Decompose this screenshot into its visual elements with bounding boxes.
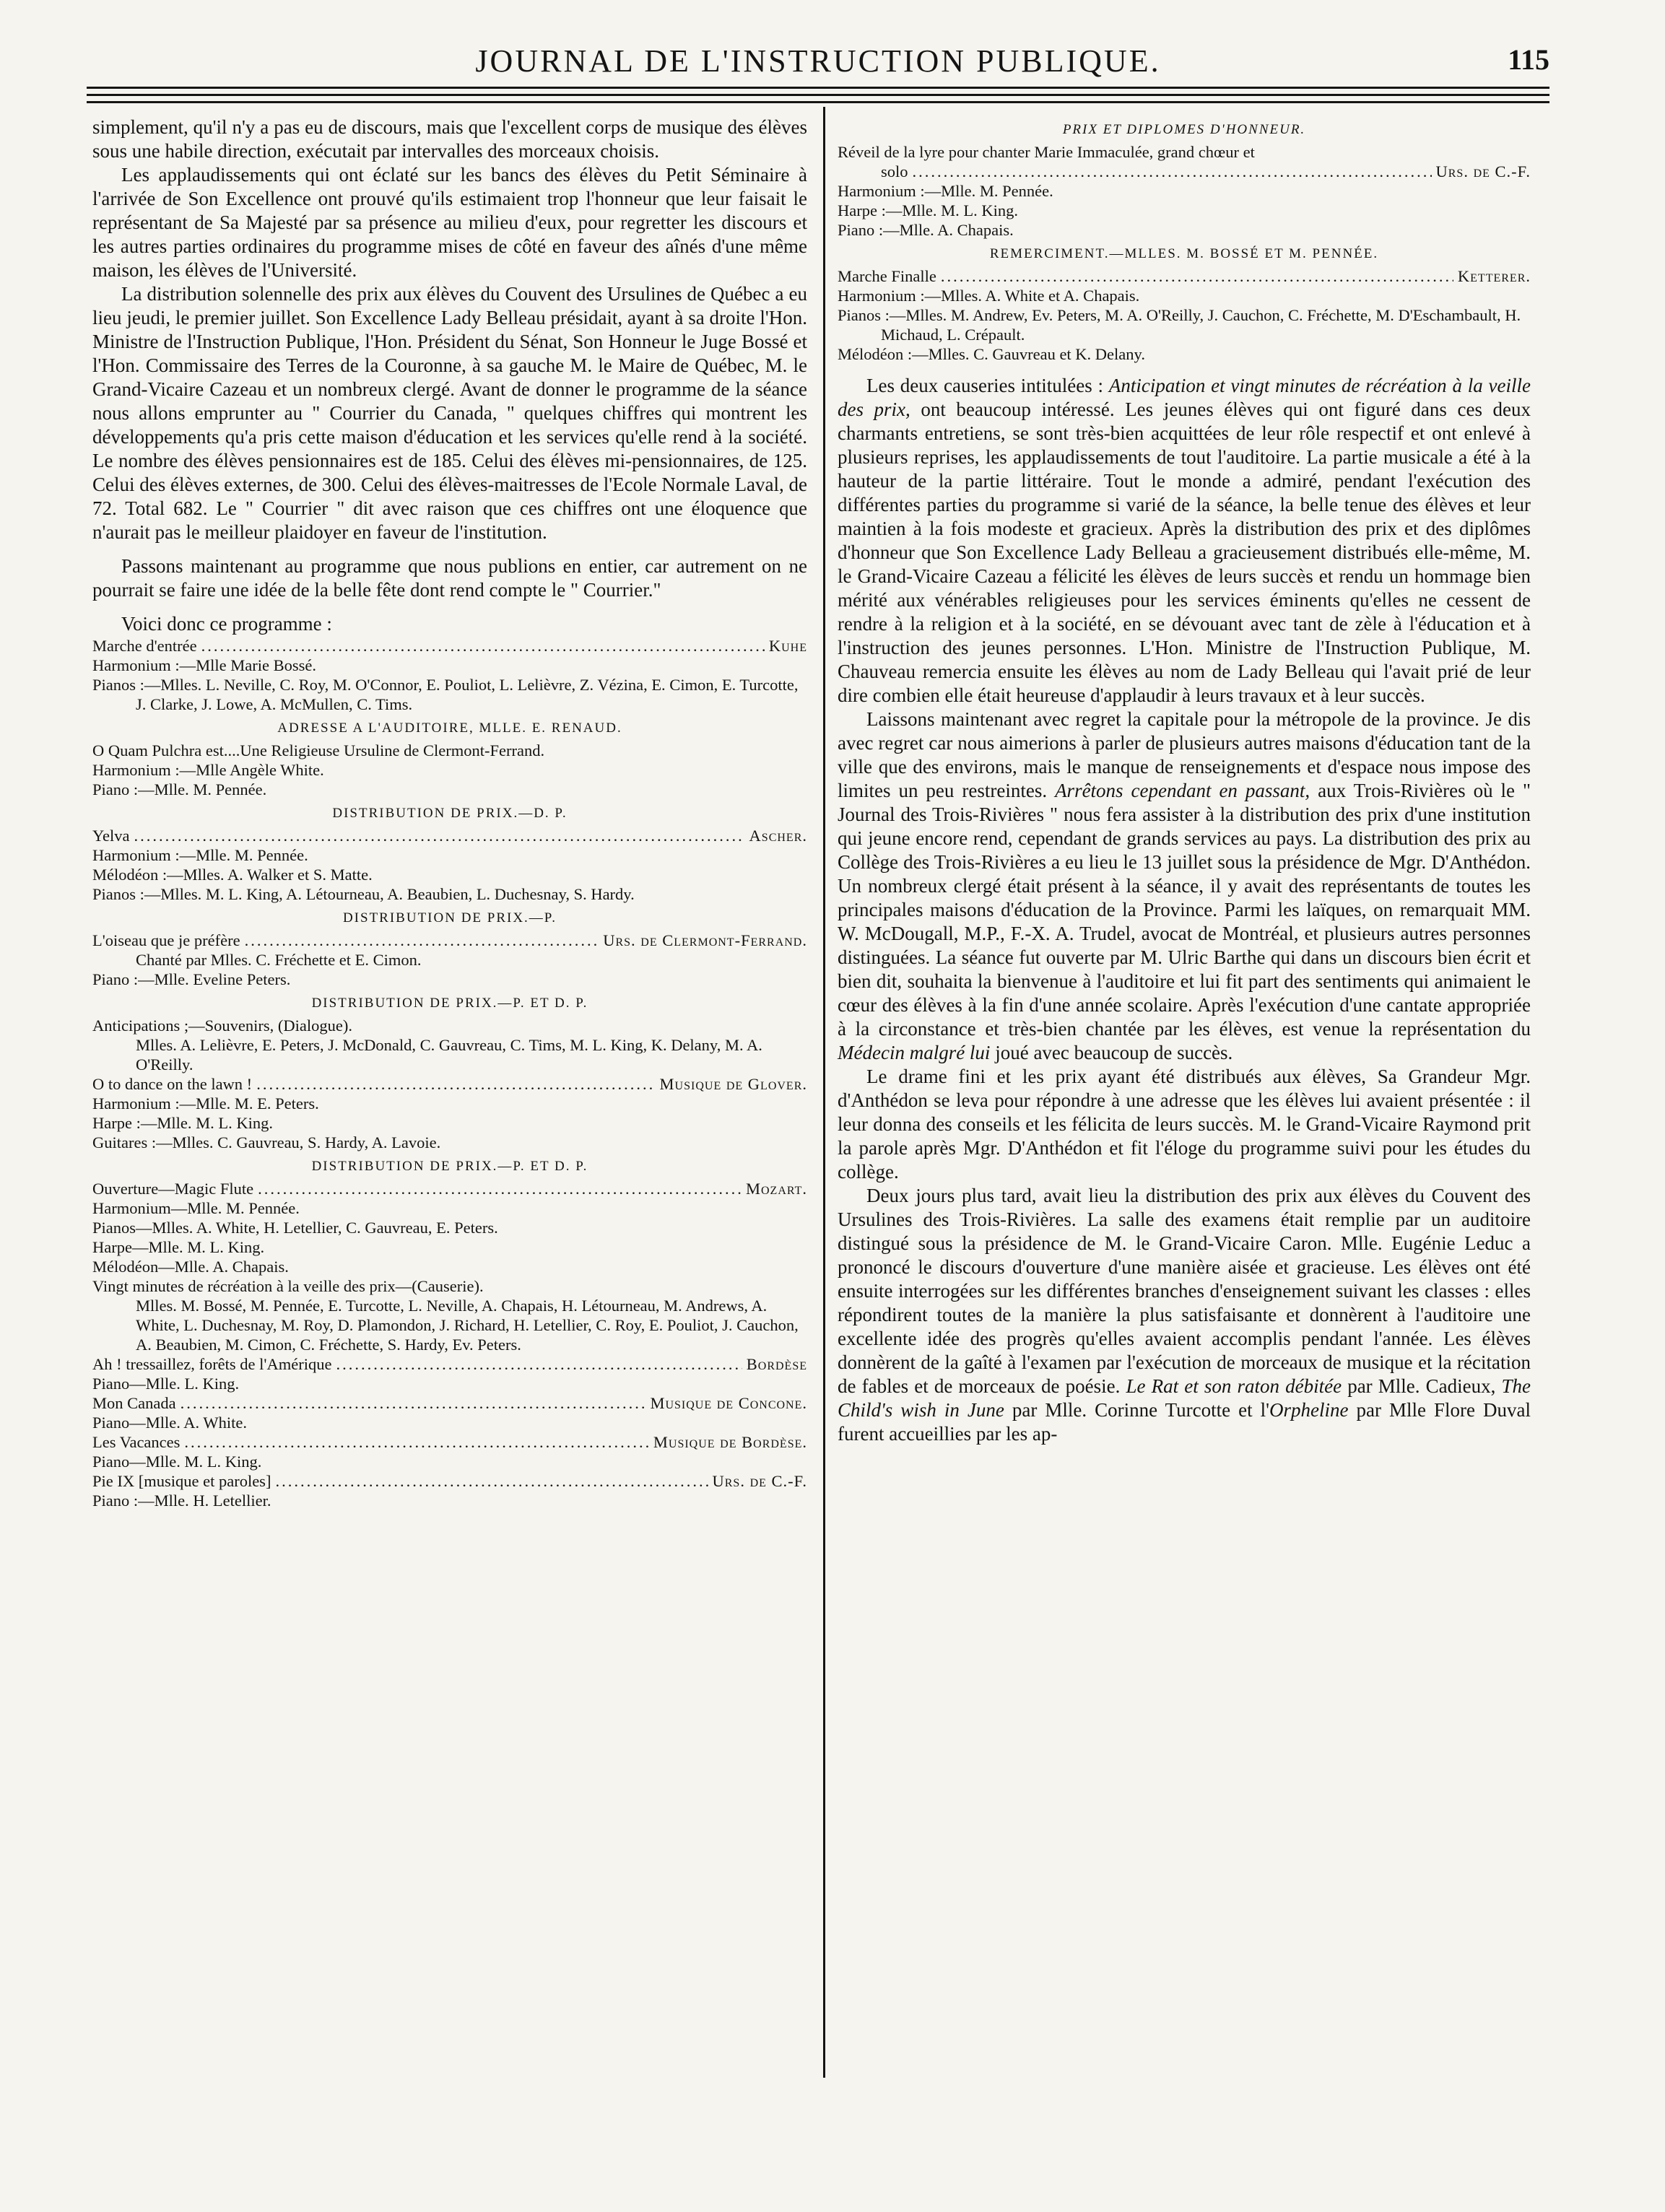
program-item: Mon Canada ..... Musique de Concone. (92, 1393, 807, 1413)
paragraph: La distribution solennelle des prix aux élèves du Couvent des Ursulines de Québec a eu lieu jeudi, le premier juillet. Son Excellence Lady Belleau présidait, ayant à sa droite l'Hon. Ministre de l'Instruction Publique, l'Hon. Président du Sénat, Son Honneur le Juge Bossé et l'Hon. Commissaire des Terres de la Couronne, à sa gauche M. le Maire de Québec, M. le Grand-Vicaire Cazeau et un nombreux clergé. Avant de donner le programme de la séance nous allons emprunter au " Courrier du Canada, " quelques chiffres qui montrent les développements qu'a pris cette maison d'éducation et les services qu'elle rend à la société. Le nombre des élèves pensionnaires est de 185. Celui des élèves mi-pensionnaires, de 125. Celui des élèves externes, de 300. Celui des élèves-maitresses de l'Ecole Normale Laval, de 72. Total 682. Le " Courrier " dit avec raison que ces chiffres ont une éloquence que n'aurait pas le meilleur plaidoyer en faveur de l'institution. (92, 283, 808, 543)
section-heading: DISTRIBUTION DE PRIX.—D. P. (332, 806, 568, 821)
column-divider (823, 107, 825, 2078)
program-line: Mlles. A. Lelièvre, E. Peters, J. McDonald, C. Gauvreau, C. Tims, M. L. King, K. Delany, M. A. O'Reilly. (136, 1036, 762, 1074)
program-item: Yelva ..... Ascher. (92, 826, 807, 845)
program-item: Marche Finalle ..... Ketterer. (838, 266, 1531, 286)
left-column (92, 116, 807, 1510)
section-heading: PRIX ET DIPLOMES D'HONNEUR. (1062, 122, 1306, 137)
page-header (87, 29, 1549, 79)
program-line: Harpe—Mlle. M. L. King. (92, 1238, 265, 1256)
program-line: Harmonium :—Mlle. M. E. Peters. (92, 1094, 319, 1112)
program-line: Pianos—Mlles. A. White, H. Letellier, C. Gauvreau, E. Peters. (92, 1219, 498, 1237)
program-list (838, 120, 1531, 364)
program-line: Vingt minutes de récréation à la veille des prix—(Causerie). (92, 1277, 484, 1295)
program-line: Piano :—Mlle. M. Pennée. (92, 780, 267, 798)
section-heading: DISTRIBUTION DE PRIX.—P. ET D. P. (311, 1159, 588, 1174)
program-line: Piano :—Mlle. H. Letellier. (92, 1492, 271, 1510)
program-line: Pianos :—Mlles. L. Neville, C. Roy, M. O'Connor, E. Pouliot, L. Lelièvre, Z. Vézina, E. Cimon, E. Turcotte, J. Clarke, J. Lowe, A. McMullen, C. Tims. (92, 676, 799, 713)
program-line: O Quam Pulchra est....Une Religieuse Ursuline de Clermont-Ferrand. (92, 741, 545, 759)
section-heading: REMERCIMENT.—MLLES. M. BOSSÉ ET M. PENNÉE. (989, 246, 1379, 261)
program-line: Harmonium :—Mlle Angèle White. (92, 761, 324, 779)
paragraph: Les deux causeries intitulées : Anticipation et vingt minutes de récréation à la veille des prix, ont beaucoup intéressé. Les jeunes élèves qui ont figuré dans ces deux charmants entretiens, se sont très-bien acquittées de leur rôle respectif et ont enlevé à plusieurs reprises, les applaudissements de tout l'auditoire. La partie musicale a été à la hauteur de la partie littéraire. Tout le monde a admiré, pendant l'exécution des différentes parties du programme si varié de la séance, la belle tenue des élèves et leur maintien à la fois modeste et gracieux. Après la distribution des prix et des diplômes d'honneur que Son Excellence Lady Belleau a gracieusement distribués elle-même, M. le Grand-Vicaire Cazeau a félicité les élèves de leurs succès et rendu un hommage bien mérité aux vénérables religieuses pour les services éminents qu'elles ne cessent de rendre à la religion et à la société, en se dévouant avec tant de zèle à l'éducation et à l'instruction des jeunes personnes. L'Hon. Ministre de l'Instruction Publique, M. Chauveau remercia ensuite les élèves au nom de Lady Belleau qui l'avait prié de leur dire combien elle était heureuse d'applaudir à leurs travaux et à leur succès. (838, 375, 1531, 706)
header-rule (87, 101, 1549, 103)
program-line: Chanté par Mlles. C. Fréchette et E. Cimon. (136, 951, 422, 969)
program-line: Mélodéon—Mlle. A. Chapais. (92, 1258, 289, 1276)
program-line: Réveil de la lyre pour chanter Marie Immaculée, grand chœur et (838, 143, 1255, 161)
program-item: Ouverture—Magic Flute ..... Mozart. (92, 1179, 807, 1198)
program-item: Ah ! tressaillez, forêts de l'Amérique ..... Bordèse (92, 1354, 807, 1374)
program-item: Les Vacances ..... Musique de Bordèse. (92, 1432, 807, 1452)
program-line: Piano :—Mlle. Eveline Peters. (92, 970, 291, 988)
section-heading: DISTRIBUTION DE PRIX.—P. ET D. P. (311, 996, 588, 1011)
journal-title: JOURNAL DE L'INSTRUCTION PUBLIQUE. (475, 43, 1161, 79)
program-line: Mélodéon :—Mlles. C. Gauvreau et K. Delany. (838, 345, 1145, 363)
paragraph: Le drame fini et les prix ayant été distribués aux élèves, Sa Grandeur Mgr. d'Anthédon se leva pour répondre à une adresse que les élèves lui avaient présentée : il leur donna des conseils et les félicita de leurs succès. M. le Grand-Vicaire Raymond prit la parole après Mgr. D'Anthédon et fit l'éloge du programme suivi pour les études du collège. (838, 1066, 1531, 1183)
page-number: 115 (1508, 43, 1549, 76)
program-line: Mlles. M. Bossé, M. Pennée, E. Turcotte, L. Neville, A. Chapais, H. Létourneau, M. Andrews, A. White, L. Duchesnay, M. Roy, D. Plamondon, J. Richard, H. Letellier, C. Roy, E. Pouliot, J. Cauchon, A. Beaubien, M. Cimon, C. Fréchette, S. Hardy, Ev. Peters. (136, 1297, 799, 1354)
right-column (838, 116, 1531, 1446)
program-item: Marche d'entrée ..... Kuhe (92, 636, 807, 656)
program-line: Mélodéon :—Mlles. A. Walker et S. Matte. (92, 866, 373, 884)
program-line: Piano :—Mlle. A. Chapais. (838, 221, 1014, 239)
paragraph: Voici donc ce programme : (121, 613, 332, 635)
paragraph: simplement, qu'il n'y a pas eu de discours, mais que l'excellent corps de musique des élèves sous une habile direction, exécutait par intervalles des morceaux choisis. (92, 116, 807, 162)
program-line: Piano—Mlle. A. White. (92, 1414, 247, 1432)
program-line: Harpe :—Mlle. M. L. King. (838, 201, 1018, 219)
header-rule (87, 87, 1549, 89)
paragraph: Passons maintenant au programme que nous publions en entier, car autrement on ne pourrait se faire une idée de la belle fête dont rend compte le " Courrier." (92, 555, 807, 601)
paragraph: Laissons maintenant avec regret la capitale pour la métropole de la province. Je dis avec regret car nous aimerions à parler de plusieurs autres maisons d'éducation tant de la ville que des environs, mais le manque de renseignements et d'espace nous impose des limites un peu restreintes. Arrêtons cependant en passant, aux Trois-Rivières où le " Journal des Trois-Rivières " nous fera assister à la distribution des prix d'une institution qui jeune encore rend, cependant de grands services au pays. La distribution des prix au Collège des Trois-Rivières a eu lieu le 13 juillet sous la présidence de Mgr. D'Anthédon. Un nombreux clergé était présent à la séance, il y avait des représentants de toutes les principales maisons d'éducation de la Province. Parmi les laïques, on remarquait MM. W. McDougall, M.P., F.-X. A. Trudel, avocat de Montréal, et plusieurs autres personnes distinguées. La séance fut ouverte par M. Ulric Barthe qui dans un discours bien écrit et bien dit, souhaita la bienvenue à l'auditoire et lui fit part des sentiments qui animaient le cœur des élèves à la fin d'une année scolaire. Après l'exécution d'une cantate appropriée à la circonstance et très-bien chantée par les élèves, est venue la représentation du Médecin malgré lui joué avec beaucoup de succès. (838, 708, 1531, 1063)
section-heading: ADRESSE A L'AUDITOIRE, MLLE. E. RENAUD. (277, 720, 622, 736)
program-line: Harpe :—Mlle. M. L. King. (92, 1114, 273, 1132)
program-line: Harmonium :—Mlle Marie Bossé. (92, 656, 316, 674)
program-line: Harmonium :—Mlle. M. Pennée. (92, 846, 308, 864)
program-line: Pianos :—Mlles. M. L. King, A. Létourneau, A. Beaubien, L. Duchesnay, S. Hardy. (92, 885, 635, 903)
program-line: Piano—Mlle. L. King. (92, 1375, 240, 1393)
section-heading: DISTRIBUTION DE PRIX.—P. (342, 910, 557, 926)
program-line: Piano—Mlle. M. L. King. (92, 1453, 262, 1471)
header-rule (87, 94, 1549, 96)
program-item: solo ..... Urs. de C.-F. (838, 162, 1531, 181)
program-line: Pianos :—Mlles. M. Andrew, Ev. Peters, M. A. O'Reilly, J. Cauchon, C. Fréchette, M. D'Eschambault, H. Michaud, L. Crépault. (838, 306, 1521, 344)
paragraph: Deux jours plus tard, avait lieu la distribution des prix aux élèves du Couvent des Ursulines des Trois-Rivières. La salle des examens était remplie par un auditoire distingué sous la présidence de M. le Grand-Vicaire Caron. Mlle. Eugénie Leduc a prononcé le discours d'ouverture d'une manière aisée et gracieuse. Les élèves ont été ensuite interrogées sur les différentes branches d'enseignement suivant les classes : elles répondirent toutes de la manière la plus satisfaisante et donnèrent à l'auditoire une excellente idée des progrès qu'elles avaient accomplis pendant l'année. Les élèves donnèrent de la gaîté à l'examen par l'exécution de morceaux de musique et la récitation de fables et de morceaux de poésie. Le Rat et son raton débitée par Mlle. Cadieux, The Child's wish in June par Mlle. Corinne Turcotte et l'Orpheline par Mlle Flore Duval furent accueillies par les ap- (838, 1185, 1531, 1445)
paragraph: Les applaudissements qui ont éclaté sur les bancs des élèves du Petit Séminaire à l'arrivée de Son Excellence ont prouvé qu'ils estimaient trop l'honneur que leur faisait le représentant de Sa Majesté par sa présence au milieu d'eux, pour regretter les discours et les autres parties ordinaires du programme mises de côté en faveur des aînés d'une même maison, les élèves de l'Université. (92, 164, 807, 281)
program-line: Harmonium—Mlle. M. Pennée. (92, 1199, 300, 1217)
program-list (92, 636, 807, 1510)
program-item: Pie IX [musique et paroles] ..... Urs. de C.-F. (92, 1471, 807, 1491)
program-item: O to dance on the lawn ! ..... Musique de Glover. (92, 1074, 807, 1094)
program-line: Guitares :—Mlles. C. Gauvreau, S. Hardy, A. Lavoie. (92, 1133, 441, 1151)
program-line: Harmonium :—Mlle. M. Pennée. (838, 182, 1053, 200)
program-line: Anticipations ;—Souvenirs, (Dialogue). (92, 1016, 352, 1035)
program-item: L'oiseau que je préfère ..... Urs. de Clermont-Ferrand. (92, 931, 807, 950)
program-line: Harmonium :—Mlles. A. White et A. Chapais. (838, 287, 1140, 305)
